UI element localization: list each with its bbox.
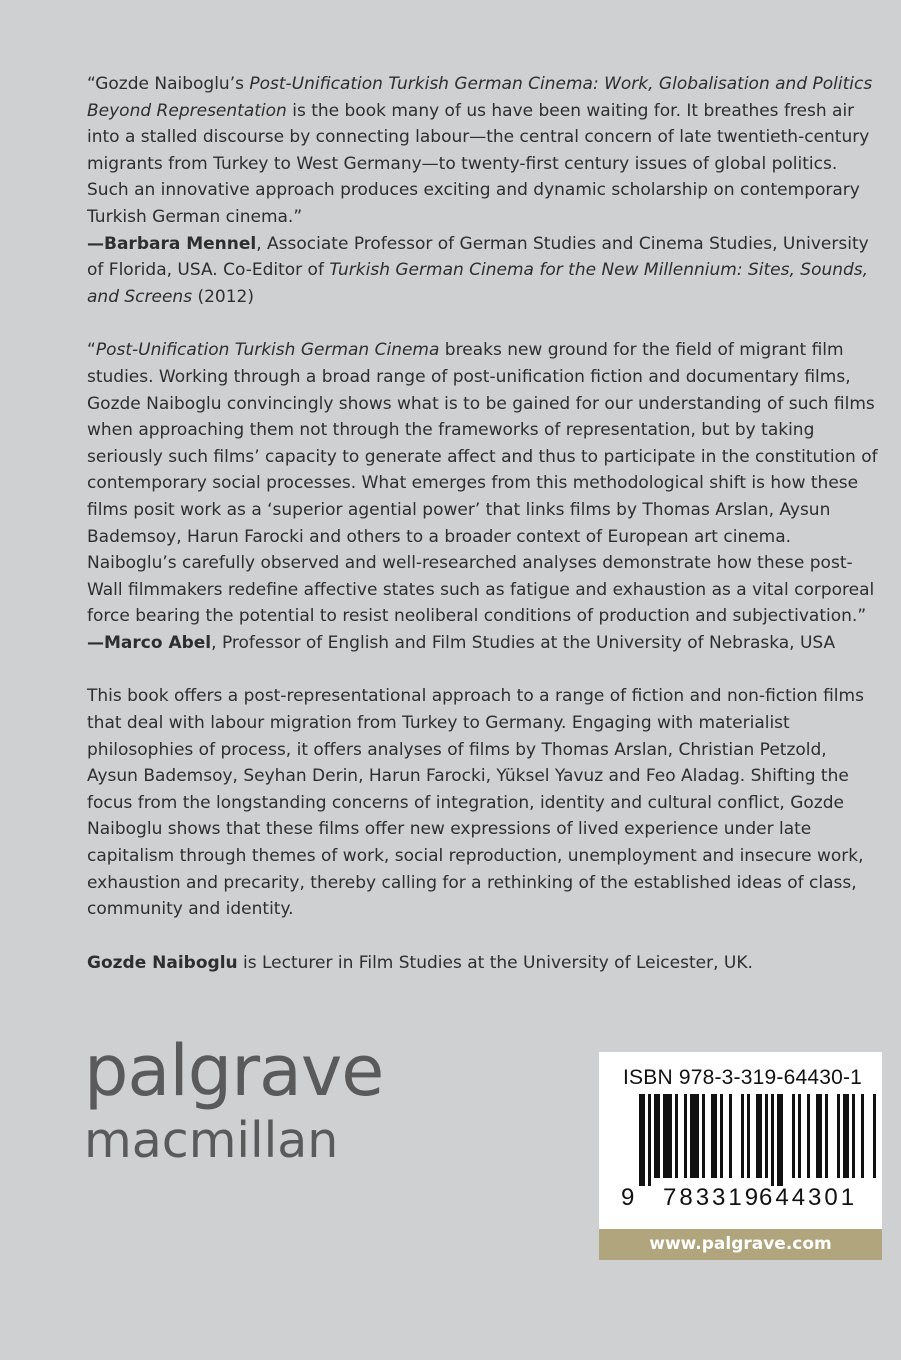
edited-book-title: Turkish German Cinema for the New Millennium: Sites, Sounds, and Screens xyxy=(87,260,869,307)
author-bio xyxy=(87,950,882,977)
barcode-bar xyxy=(711,1094,717,1178)
reviewer-name: Marco Abel xyxy=(104,632,212,653)
review-marco-abel xyxy=(87,337,882,656)
barcode-bar xyxy=(777,1094,783,1186)
barcode-bar xyxy=(807,1094,810,1178)
barcode-bar xyxy=(816,1094,822,1178)
barcode-bar xyxy=(771,1094,774,1186)
publisher-url: www.palgrave.com xyxy=(599,1229,882,1260)
attribution-dash: — xyxy=(87,233,104,254)
barcode-image xyxy=(599,1094,882,1186)
isbn-barcode-panel xyxy=(599,1052,882,1260)
author-name: Gozde Naiboglu xyxy=(87,952,238,973)
barcode-bar xyxy=(675,1094,678,1178)
barcode-bar xyxy=(861,1094,864,1178)
barcode-bar xyxy=(765,1094,768,1178)
book-title: Post-Unification Turkish German Cinema xyxy=(95,340,440,361)
review-barbara-mennel xyxy=(87,71,882,310)
book-title: Post-Unification Turkish German Cinema: Work, Globalisation and Politics Beyond Representation xyxy=(87,74,873,121)
back-cover-text xyxy=(87,71,882,976)
logo-line-palgrave: palgrave xyxy=(84,1030,384,1112)
review-text: breaks new ground for the field of migrant film studies. Working through a broad range of post-unification fiction and documentary films, Gozde Naiboglu convincingly shows what is to be gained for our understanding of such films when approaching them not through the frameworks of representation, but by taking seriously such films’ capacity to generate affect and thus to participate in the constitution of contemporary social processes. What emerges from this methodological shift is how these films posit work as a ‘superior agential power’ that links films by Thomas Arslan, Aysun Bademsoy, Harun Farocki and others to a broader context of European art cinema. Naiboglu’s carefully observed and well-researched analyses demonstrate how these post-Wall filmmakers redefine affective states such as fatigue and exhaustion as a vital corporeal force bearing the potential to resist neoliberal conditions of production and subjectivation.” xyxy=(87,340,878,627)
barcode-bar xyxy=(648,1094,651,1186)
reviewer-affiliation: , Associate Professor of German Studies and Cinema Studies, University of Florida, USA. Co-Editor of xyxy=(87,233,869,281)
book-blurb: This book offers a post-representational approach to a range of fiction and non-fiction films that deal with labour migration from Turkey to Germany. Engaging with materialist philosophies of process, it offers analyses of films by Thomas Arslan, Christian Petzold, Aysun Bademsoy, Seyhan Derin, Harun Farocki, Yüksel Yavuz and Feo Aladag. Shifting the focus from the longstanding concerns of integration, identity and cultural conflict, Gozde Naiboglu shows that these films offer new expressions of lived experience under late capitalism through themes of work, social reproduction, unemployment and insecure work, exhaustion and precarity, thereby calling for a rethinking of the established ideas of class, community and identity. xyxy=(87,686,864,920)
barcode-digits-left: 783319 xyxy=(663,1184,762,1211)
barcode-bar xyxy=(873,1094,876,1178)
barcode-bar xyxy=(741,1094,744,1178)
reviewer-affiliation: , Professor of English and Film Studies at the University of Nebraska, USA xyxy=(211,632,836,653)
barcode-bar xyxy=(747,1094,750,1178)
edited-book-year: (2012) xyxy=(192,286,255,307)
barcode-bar xyxy=(798,1094,801,1178)
barcode-bar xyxy=(663,1094,672,1178)
barcode-bar xyxy=(720,1094,723,1178)
barcode-bar xyxy=(843,1094,849,1178)
barcode-bar xyxy=(684,1094,687,1178)
barcode-bar xyxy=(756,1094,762,1178)
barcode-bar xyxy=(792,1094,795,1178)
barcode-digit-lead: 9 xyxy=(621,1184,635,1211)
barcode-bar xyxy=(852,1094,855,1178)
barcode-bar xyxy=(825,1094,828,1178)
isbn-number: ISBN 978-3-319-64430-1 xyxy=(623,1066,863,1089)
quote-open: “Gozde Naiboglu’s xyxy=(87,74,250,94)
barcode-digits-right: 644301 xyxy=(759,1184,858,1211)
barcode-bar xyxy=(639,1094,645,1186)
palgrave-macmillan-logo xyxy=(84,1030,384,1169)
author-bio-text: is Lecturer in Film Studies at the University of Leicester, UK. xyxy=(237,952,753,973)
attribution-dash: — xyxy=(87,632,104,653)
reviewer-name: Barbara Mennel xyxy=(104,233,257,254)
logo-line-macmillan: macmillan xyxy=(84,1112,339,1169)
quote-open: “ xyxy=(87,340,96,361)
barcode-bar xyxy=(654,1094,660,1178)
barcode-bar xyxy=(837,1094,840,1178)
barcode-bar xyxy=(690,1094,699,1178)
review-text: is the book many of us have been waiting for. It breathes fresh air into a stalled discourse by connecting labour—the central concern of late twentieth-century migrants from Turkey to West Germany—to twenty-first century issues of global politics. Such an innovative approach produces exciting and dynamic scholarship on contemporary Turkish German cinema.” xyxy=(87,100,870,227)
barcode-bar xyxy=(702,1094,705,1178)
barcode-bar xyxy=(729,1094,732,1178)
